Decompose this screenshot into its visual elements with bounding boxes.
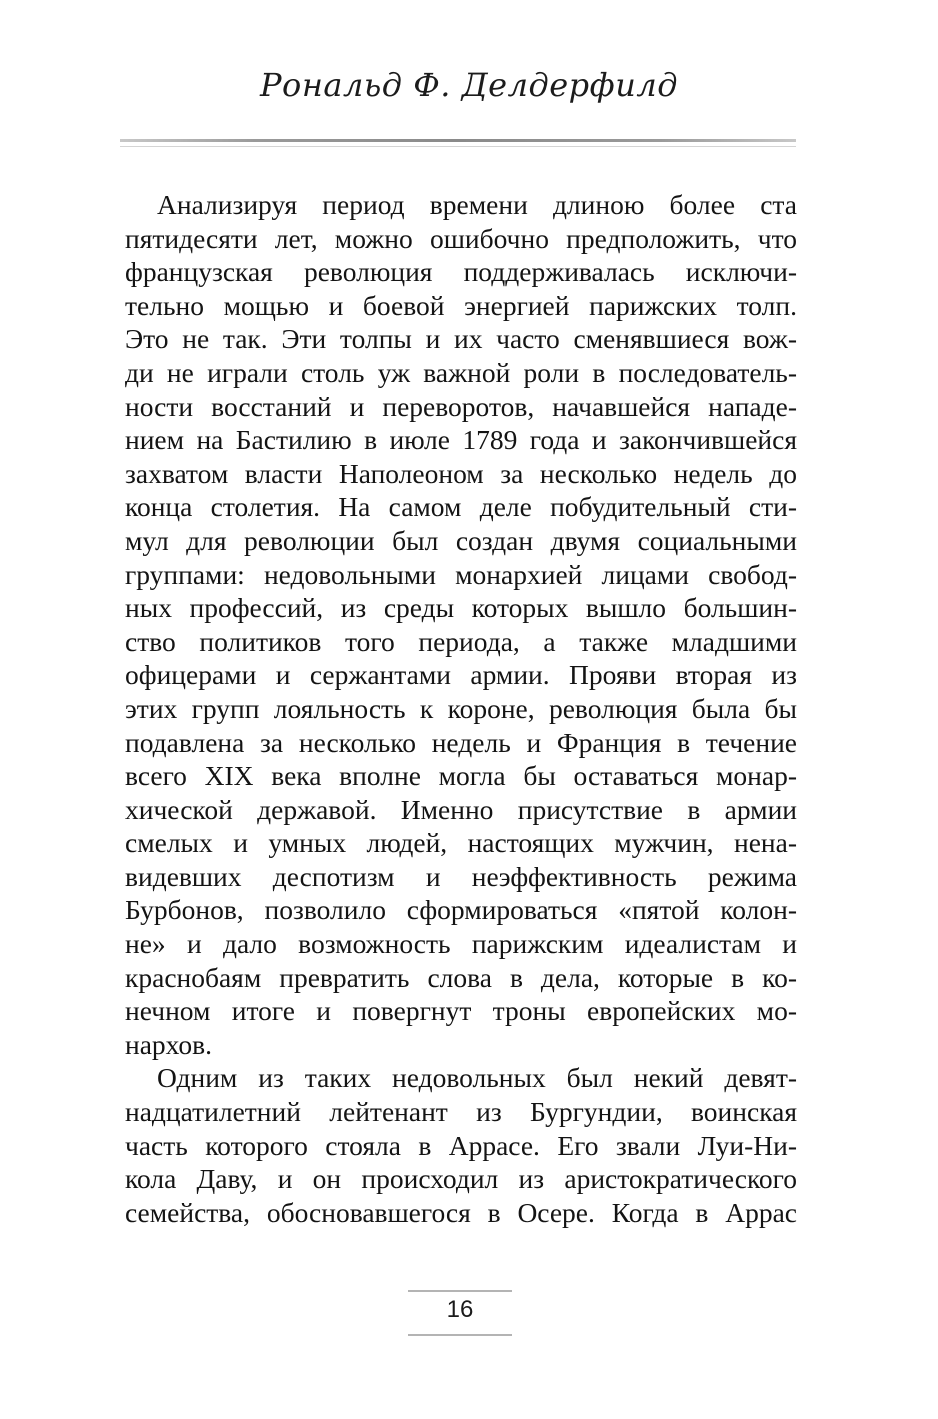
text-line: ных профессий, из среды которых вышло большин-	[125, 592, 797, 624]
text-line: смелых и умных людей, настоящих мужчин, нена-	[125, 827, 797, 859]
text-line: хической державой. Именно присутствие в армии	[125, 793, 797, 825]
text-line: офицерами и сержантами армии. Прояви вторая из	[125, 659, 797, 691]
folio-rule-bottom	[408, 1334, 512, 1336]
text-line: подавлена за несколько недель и Франция в течение	[125, 726, 797, 758]
text-line: Это не так. Эти толпы и их часто сменявшиеся вож-	[125, 323, 797, 355]
page-number: 16	[446, 1296, 474, 1323]
text-line: мул для революции был создан двумя социальными	[125, 524, 797, 556]
text-line: ди не играли столь уж важной роли в последователь-	[125, 356, 797, 388]
text-line: нечном итоге и повергнут троны европейских мо-	[125, 995, 797, 1027]
text-line: всего XIX века вполне могла бы оставаться монар-	[125, 760, 797, 792]
text-line: конца столетия. На самом деле побудительный сти-	[125, 491, 797, 523]
text-line: группами: недовольными монархией лицами свобод-	[125, 558, 797, 590]
text-line: надцатилетний лейтенант из Бургундии, воинская	[125, 1096, 797, 1128]
text-line: нархов.	[125, 1028, 212, 1060]
text-line: Анализируя период времени длиною более ста	[157, 189, 797, 220]
text-line: часть которого стояла в Аррасе. Его звали Луи-Ни-	[125, 1129, 797, 1161]
folio-rule-top	[408, 1290, 512, 1292]
text-line: Одним из таких недовольных был некий девят-	[157, 1062, 797, 1094]
header-rule-secondary	[120, 146, 796, 147]
text-line: ство политиков того периода, а также младшими	[125, 625, 797, 657]
text-line: видевших деспотизм и неэффективность режима	[125, 860, 797, 892]
text-line: Бурбонов, позволило сформироваться «пятой колон-	[125, 894, 797, 926]
header-rule	[120, 139, 796, 142]
body-text	[125, 188, 797, 1229]
text-line: захватом власти Наполеоном за несколько недель до	[125, 457, 797, 489]
text-line: нием на Бастилию в июле 1789 года и закончившейся	[125, 424, 797, 456]
text-line: краснобаям превратить слова в дела, которые в ко-	[125, 961, 797, 993]
text-line: семейства, обосновавшегося в Осере. Когда в Аррас	[125, 1196, 797, 1228]
text-line: не» и дало возможность парижским идеалистам и	[125, 928, 797, 960]
running-head-author: Рональд Ф. Делдерфилд	[260, 66, 678, 104]
text-line: этих групп лояльность к короне, революция была бы	[125, 692, 797, 724]
text-line: ности восстаний и переворотов, начавшейся нападе-	[125, 390, 797, 422]
text-line: кола Даву, и он происходил из аристократического	[125, 1163, 797, 1195]
text-line: пятидесяти лет, можно ошибочно предположить, что	[125, 222, 797, 254]
text-line: французская революция поддерживалась исключи-	[125, 256, 797, 288]
text-line: тельно мощью и боевой энергией парижских толп.	[125, 289, 797, 321]
